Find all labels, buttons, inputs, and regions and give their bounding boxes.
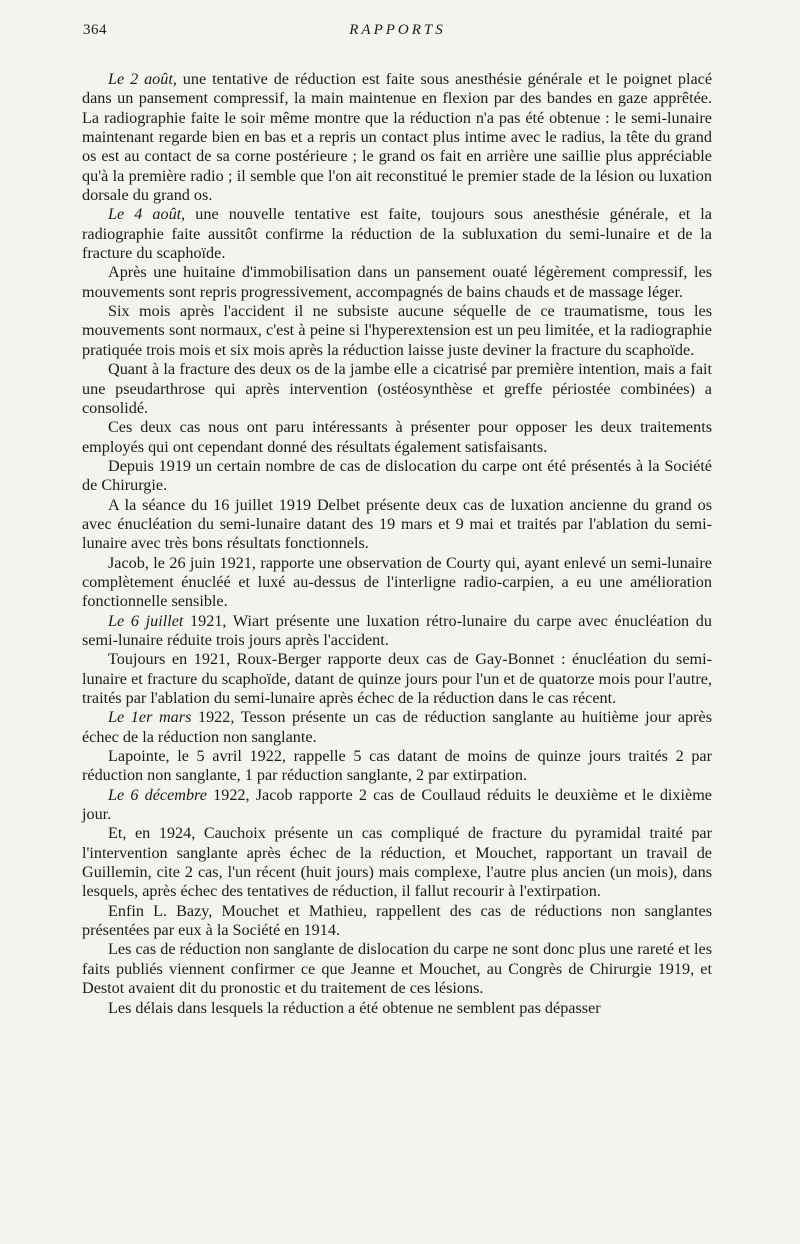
paragraph [82,747,712,786]
paragraph [82,940,712,998]
paragraph [82,418,712,457]
paragraph-text: A la séance du 16 juillet 1919 Delbet présente deux cas de luxation ancienne du grand os avec énucléation du semi-lunaire datant des 19 mars et 9 mai et traités par l'ablation du semi-lunaire avec très bons résultats fonctionnels. [82,495,712,553]
paragraph [82,302,712,360]
page-number: 364 [83,22,107,38]
paragraph-text: Six mois après l'accident il ne subsiste aucune séquelle de ce traumatisme, tous les mouvements sont normaux, c'est à peine si l'hyperextension est un peu limitée, et la radiographie pratiquée trois mois et six mois après la réduction laisse juste deviner la fracture du scaphoïde. [82,302,712,359]
paragraph [82,70,712,205]
paragraph-lead: Le 2 août, [108,70,177,88]
paragraph [82,786,712,825]
paragraph [82,360,712,418]
paragraph [82,554,712,612]
paragraph-text: 1922, Tesson présente un cas de réduction sanglante au huitième jour après échec de la réduction non sanglante. [82,708,712,746]
paragraph [82,824,712,901]
paragraph-lead: Le 4 août, [108,205,186,224]
paragraph-text: Enfin L. Bazy, Mouchet et Mathieu, rappellent des cas de réductions non sanglantes présentées par eux à la Société en 1914. [82,901,712,940]
paragraph [82,263,712,302]
body-text [82,70,712,1018]
paragraph [82,205,712,263]
running-title: RAPPORTS [349,22,446,38]
paragraph-text: Après une huitaine d'immobilisation dans un pansement ouaté légèrement compressif, les mouvements sont repris progressivement, accompagnés de bains chauds et de massage léger. [82,263,712,301]
paragraph-text: Lapointe, le 5 avril 1922, rappelle 5 cas datant de moins de quinze jours traités 2 par réduction non sanglante, 1 par réduction sanglante, 2 par extirpation. [82,747,712,785]
paragraph [82,650,712,708]
paragraph-text: Quant à la fracture des deux os de la jambe elle a cicatrisé par première intention, mais a fait une pseudarthrose qui après intervention (ostéosynthèse et greffe périostée combinées) a consolidé. [82,360,712,417]
paragraph [82,457,712,496]
paragraph [82,496,712,554]
paragraph-text: Les cas de réduction non sanglante de dislocation du carpe ne sont donc plus une rareté et les faits publiés viennent confirmer ce que Jeanne et Mouchet, au Congrès de Chirurgie 1919, et Destot avaient dit du pronostic et du traitement de ces lésions. [82,940,712,998]
paragraph-text: 1922, Jacob rapporte 2 cas de Coullaud réduits le deuxième et le dixième jour. [82,785,712,824]
paragraph-text: 1921, Wiart présente une luxation rétro-lunaire du carpe avec énucléation du semi-lunaire réduite trois jours après l'accident. [82,611,712,649]
paragraph [82,999,712,1018]
paragraph-text: Les délais dans lesquels la réduction a été obtenue ne semblent pas dépasser [108,998,601,1017]
paragraph-text: Depuis 1919 un certain nombre de cas de dislocation du carpe ont été présentés à la Société de Chirurgie. [82,456,712,495]
page-header [83,22,712,46]
paragraph-lead: Le 1er mars [108,708,192,727]
paragraph-text: une nouvelle tentative est faite, toujours sous anesthésie générale, et la radiographie faite aussitôt confirme la réduction de la subluxation du semi-lunaire et de la fracture du scaphoïde. [82,205,712,263]
paragraph-text: Ces deux cas nous ont paru intéressants à présenter pour opposer les deux traitements employés qui ont cependant donné des résultats également satisfaisants. [82,418,712,456]
paragraph [82,612,712,651]
paragraph-text: Et, en 1924, Cauchoix présente un cas compliqué de fracture du pyramidal traité par l'intervention sanglante après échec de la réduction, et Mouchet, rapportant un travail de Guillemin, cite 2 cas, l'un récent (huit jours) mais complexe, l'autre plus ancien (un mois), dans lesquels, après échec des tentatives de réduction, il fallut recourir à l'extirpation. [82,824,712,901]
paragraph-text: Toujours en 1921, Roux-Berger rapporte deux cas de Gay-Bonnet : énucléation du semi-lunaire et fracture du scaphoïde, datant de quinze jours pour l'un et de quatorze mois pour l'autre, traités par l'ablation du semi-lunaire après échec de la réduction dans le cas récent. [82,650,712,707]
paragraph [82,708,712,747]
paragraph-lead: Le 6 juillet [108,611,184,630]
paragraph-text: une tentative de réduction est faite sous anesthésie générale et le poignet placé dans un pansement compressif, la main maintenue en flexion par des bandes en gaze apprêtée. La radiographie faite le soir même montre que la réduction n'a pas été obtenue : le semi-lunaire maintenant regarde bien en bas et a repris un contact plus intime avec le radius, la tête du grand os est au contact de sa corne postérieure ; le grand os fait en arrière une saillie plus appréciable qu'à la première radio ; il semble que l'on ait reconstitué le premier stade de la lésion ou luxation dorsale du grand os. [82,70,713,205]
paragraph-lead: Le 6 décembre [108,785,207,804]
paragraph [82,902,712,941]
paragraph-text: Jacob, le 26 juin 1921, rapporte une observation de Courty qui, ayant enlevé un semi-lunaire complètement énucléé et luxé au-dessus de l'interligne radio-carpien, a eu une amélioration fonctionnelle sensible. [82,553,712,611]
